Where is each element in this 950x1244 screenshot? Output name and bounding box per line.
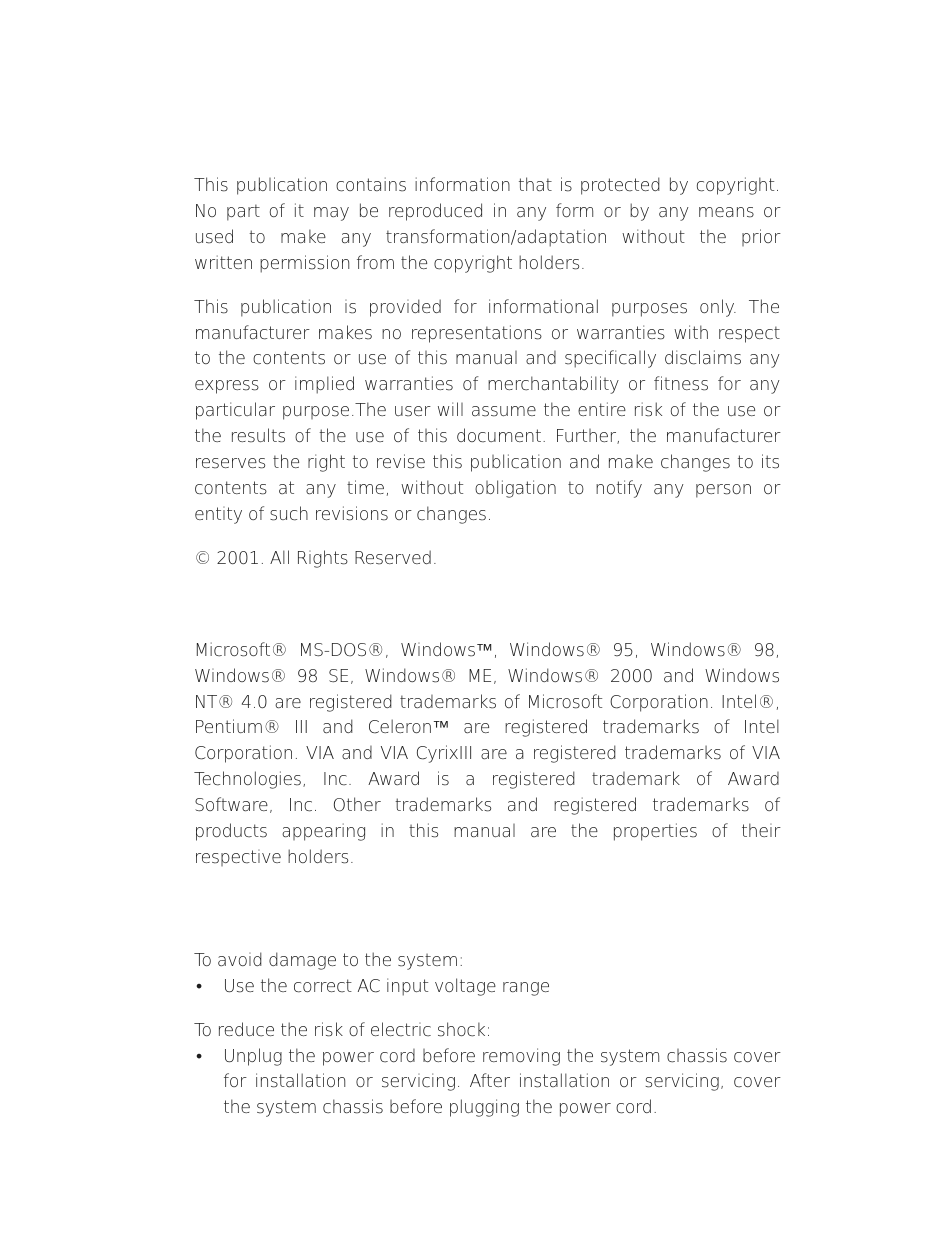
copyright-notice-paragraph: This publication contains information that is protected by copyright. No part of it may be reproduced in any form or by any means or used to make any transformation/adaptation without the prior written permission from the copyright holders.	[194, 176, 780, 274]
shock-heading: To reduce the risk of electric shock:	[194, 1020, 492, 1041]
damage-heading: To avoid damage to the system:	[194, 950, 464, 971]
bullet-icon: •	[196, 1046, 202, 1067]
list-item	[194, 1045, 780, 1123]
bullet-icon: •	[196, 976, 202, 997]
shock-list	[194, 1045, 780, 1123]
trademarks-paragraph: Microsoft® MS-DOS®, Windows™, Windows® 95, Windows® 98, Windows® 98 SE, Windows® ME, Windows® 2000 and Windows NT® 4.0 are registered trademarks of Microsoft Corporation. Intel®, Pentium® III and Celeron™ are registered trademarks of Intel Corporation. VIA and VIA CyrixIII are a registered trademarks of VIA Technologies, Inc. Award is a registered trademark of Award Software, Inc. Other trademarks and registered trademarks of products appearing in this manual are the properties of their respective holders.	[194, 640, 780, 868]
disclaimer-paragraph: This publication is provided for informational purposes only. The manufacturer makes no representations or warranties with respect to the contents or use of this manual and specifically disclaims any express or implied warranties of merchantability or fitness for any particular purpose.The user will assume the entire risk of the use or the results of the use of this document. Further, the manufacturer reserves the right to revise this publication and make changes to its contents at any time, without obligation to notify any person or entity of such revisions or changes.	[194, 297, 780, 525]
list-item-text: Unplug the power cord before removing the system chassis cover for installation or servicing. After installation or servicing, cover the system chassis before plugging the power cord.	[223, 1046, 780, 1119]
list-item-text: Use the correct AC input voltage range	[223, 976, 551, 997]
document-page	[194, 174, 780, 1122]
damage-list	[194, 975, 780, 1001]
list-item	[194, 975, 780, 1001]
rights-reserved-line: © 2001. All Rights Reserved.	[194, 548, 438, 569]
